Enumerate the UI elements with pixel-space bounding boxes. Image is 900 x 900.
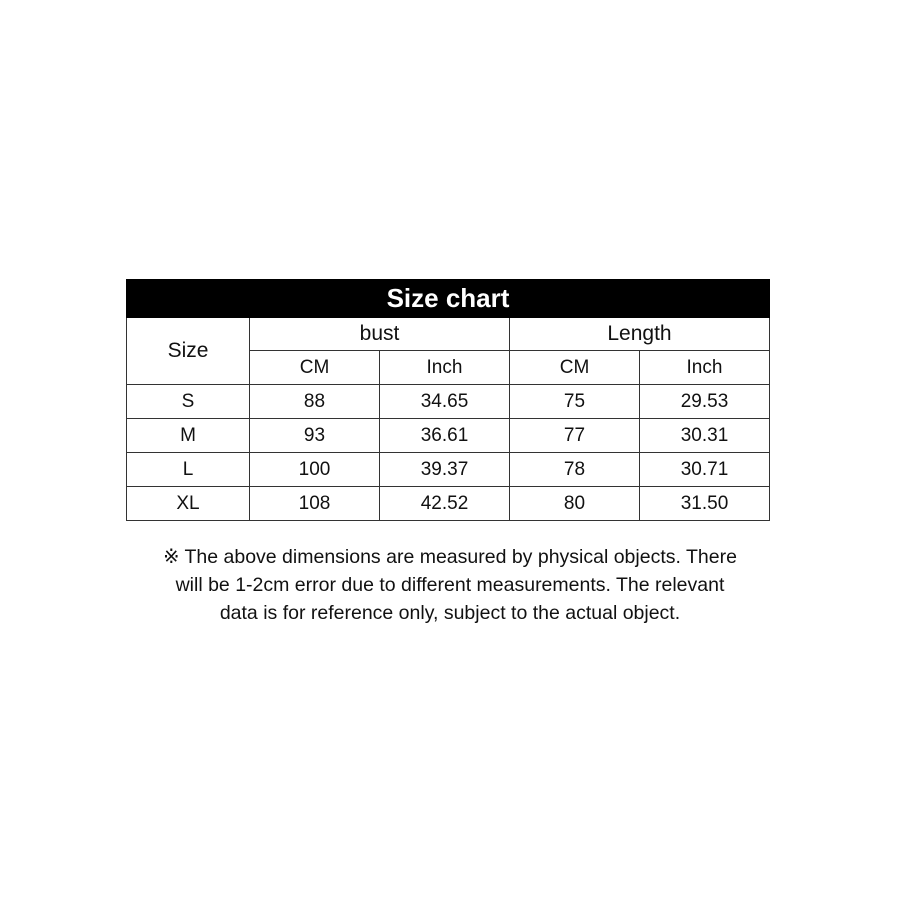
length-inch-cell: 31.50 [640, 487, 770, 521]
length-cm-header: CM [510, 351, 640, 385]
bust-cm-cell: 100 [250, 453, 380, 487]
length-cm-cell: 75 [510, 385, 640, 419]
length-cm-cell: 80 [510, 487, 640, 521]
length-group-header: Length [510, 318, 770, 351]
reference-mark-icon: ※ [163, 546, 180, 568]
size-cell: M [127, 419, 250, 453]
measurement-note [120, 543, 780, 627]
size-cell: S [127, 385, 250, 419]
table-row [127, 453, 770, 487]
table-row [127, 419, 770, 453]
length-inch-cell: 29.53 [640, 385, 770, 419]
bust-inch-cell: 34.65 [380, 385, 510, 419]
note-line-3: data is for reference only, subject to the actual object. [219, 602, 681, 624]
length-cm-cell: 78 [510, 453, 640, 487]
note-line-1-text: The above dimensions are measured by physical objects. There [184, 546, 737, 568]
bust-cm-cell: 88 [250, 385, 380, 419]
length-cm-cell: 77 [510, 419, 640, 453]
note-line-1 [120, 543, 780, 571]
bust-group-header: bust [250, 318, 510, 351]
size-column-header: Size [127, 318, 250, 385]
length-inch-header: Inch [640, 351, 770, 385]
size-cell: XL [127, 487, 250, 521]
bust-cm-cell: 93 [250, 419, 380, 453]
size-chart-table [126, 279, 770, 521]
size-cell: L [127, 453, 250, 487]
length-inch-cell: 30.71 [640, 453, 770, 487]
bust-inch-header: Inch [380, 351, 510, 385]
bust-inch-cell: 39.37 [380, 453, 510, 487]
bust-inch-cell: 36.61 [380, 419, 510, 453]
table-title: Size chart [127, 280, 770, 318]
bust-cm-header: CM [250, 351, 380, 385]
table-row [127, 385, 770, 419]
length-inch-cell: 30.31 [640, 419, 770, 453]
note-line-2: will be 1-2cm error due to different measurements. The relevant [175, 574, 725, 596]
bust-inch-cell: 42.52 [380, 487, 510, 521]
table-row [127, 487, 770, 521]
bust-cm-cell: 108 [250, 487, 380, 521]
